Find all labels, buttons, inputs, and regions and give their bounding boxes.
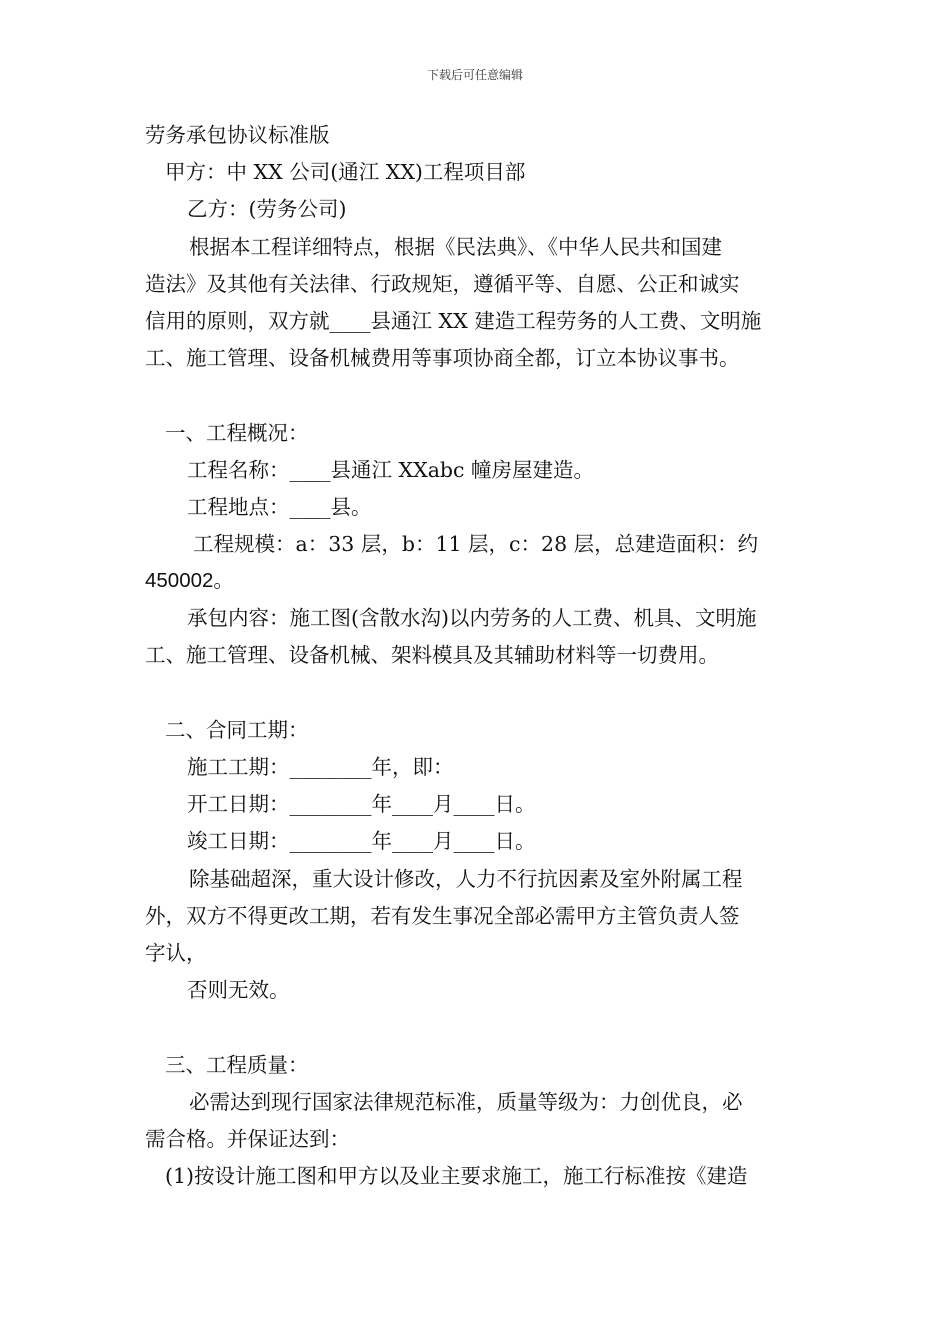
header-note: 下载后可任意编辑 [426, 68, 523, 82]
contract-content: 承包内容：施工图(含散水沟)以内劳务的人工费、机具、文明施 [187, 606, 757, 630]
contract-content-cont: 工、施工管理、设备机械、架料模具及其辅助材料等一切费用。 [145, 643, 719, 667]
period-note: 字认， [145, 941, 207, 965]
section-heading: 一、工程概况： [165, 421, 309, 445]
end-date: 竣工日期：________年____月____日。 [187, 829, 536, 853]
project-scale: 工程规模：a：33 层，b：11 层，c：28 层，总建造面积：约 [193, 532, 759, 556]
period-note: 否则无效。 [187, 978, 290, 1002]
quality-body: 需合格。并保证达到： [145, 1127, 350, 1151]
section-heading: 三、工程质量： [165, 1053, 309, 1077]
project-scale-cont: 450002。 [145, 569, 234, 592]
start-date: 开工日期：________年____月____日。 [187, 792, 536, 816]
project-location: 工程地点：____县。 [187, 495, 372, 519]
party-b: 乙方：(劳务公司) [187, 197, 347, 221]
party-a: 甲方：中 XX 公司(通江 XX)工程项目部 [165, 160, 526, 184]
section-heading: 二、合同工期： [165, 718, 309, 742]
intro-line: 工、施工管理、设备机械费用等事项协商全都，订立本协议事书。 [145, 346, 740, 370]
quality-item: (1)按设计施工图和甲方以及业主要求施工，施工行标准按《建造 [165, 1164, 748, 1188]
document-title: 劳务承包协议标准版 [145, 123, 330, 147]
period-note: 除基础超深，重大设计修改，人力不行抗因素及室外附属工程 [189, 867, 743, 891]
period-note: 外，双方不得更改工期，若有发生事况全部必需甲方主管负责人签 [145, 904, 740, 928]
intro-line: 造法》及其他有关法律、行政规矩，遵循平等、自愿、公正和诚实 [145, 272, 740, 296]
quality-body: 必需达到现行国家法律规范标准，质量等级为：力创优良，必 [189, 1090, 743, 1114]
intro-line: 根据本工程详细特点，根据《民法典》、《中华人民共和国建 [189, 235, 722, 259]
project-name: 工程名称：____县通江 XXabc 幢房屋建造。 [187, 458, 595, 482]
intro-line: 信用的原则，双方就____县通江 XX 建造工程劳务的人工费、文明施 [145, 309, 762, 333]
construction-period: 施工工期：________年，即： [187, 755, 454, 779]
